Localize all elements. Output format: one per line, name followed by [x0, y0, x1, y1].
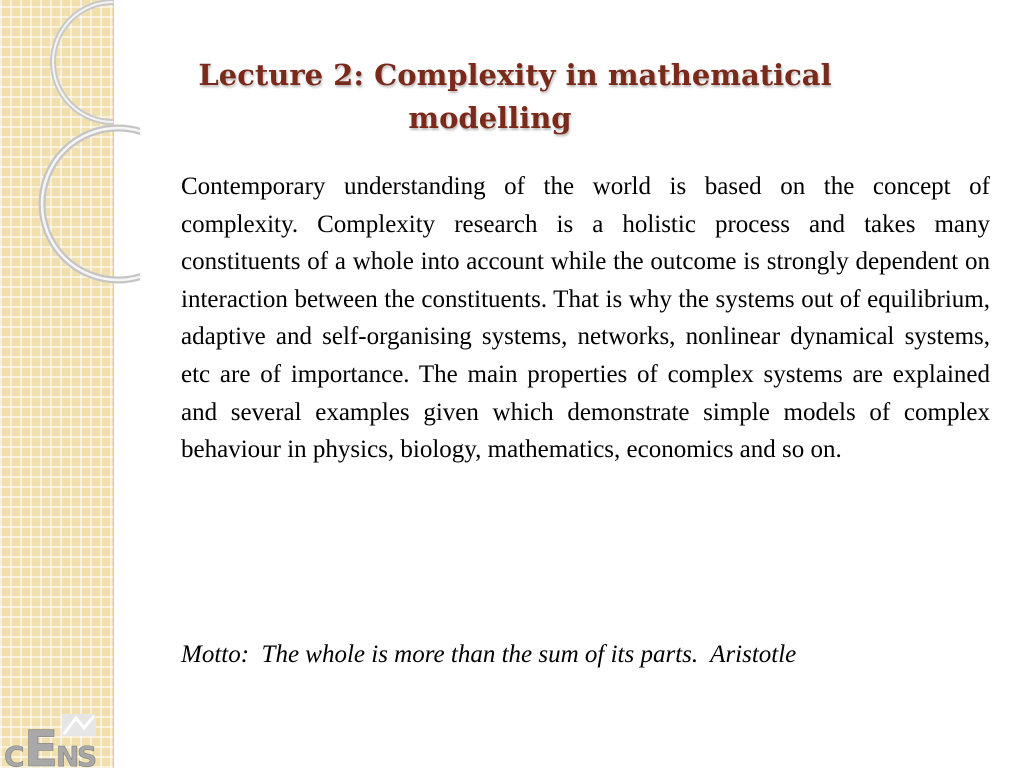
cens-logo-icon: [4, 708, 104, 768]
slide-title-line-1: Lecture 2: Complexity in mathematical: [198, 58, 832, 92]
slide-motto: Motto: The whole is more than the sum of its parts. Aristotle: [181, 641, 797, 668]
svg-text:N: N: [56, 740, 80, 768]
slide-title: [150, 54, 880, 140]
slide-body-text: Contemporary understanding of the world is based on the concept of complexity. Complexity research is a holistic process and takes many constituents of a whole into account while the outcome is strongly dependent on interaction between the constituents. That is why the systems out of equilibrium, adaptive and self-organising systems, networks, nonlinear dynamical systems, etc are of importance. The main properties of complex systems are explained and several examples given which demonstrate simple models of complex behaviour in physics, biology, mathematics, economics and so on.: [181, 173, 990, 464]
svg-text:S: S: [77, 740, 98, 768]
decorative-arcs-icon: [0, 0, 140, 330]
svg-text:E: E: [24, 720, 59, 768]
svg-text:C: C: [4, 740, 25, 768]
slide-title-line-2: modelling: [408, 101, 572, 135]
